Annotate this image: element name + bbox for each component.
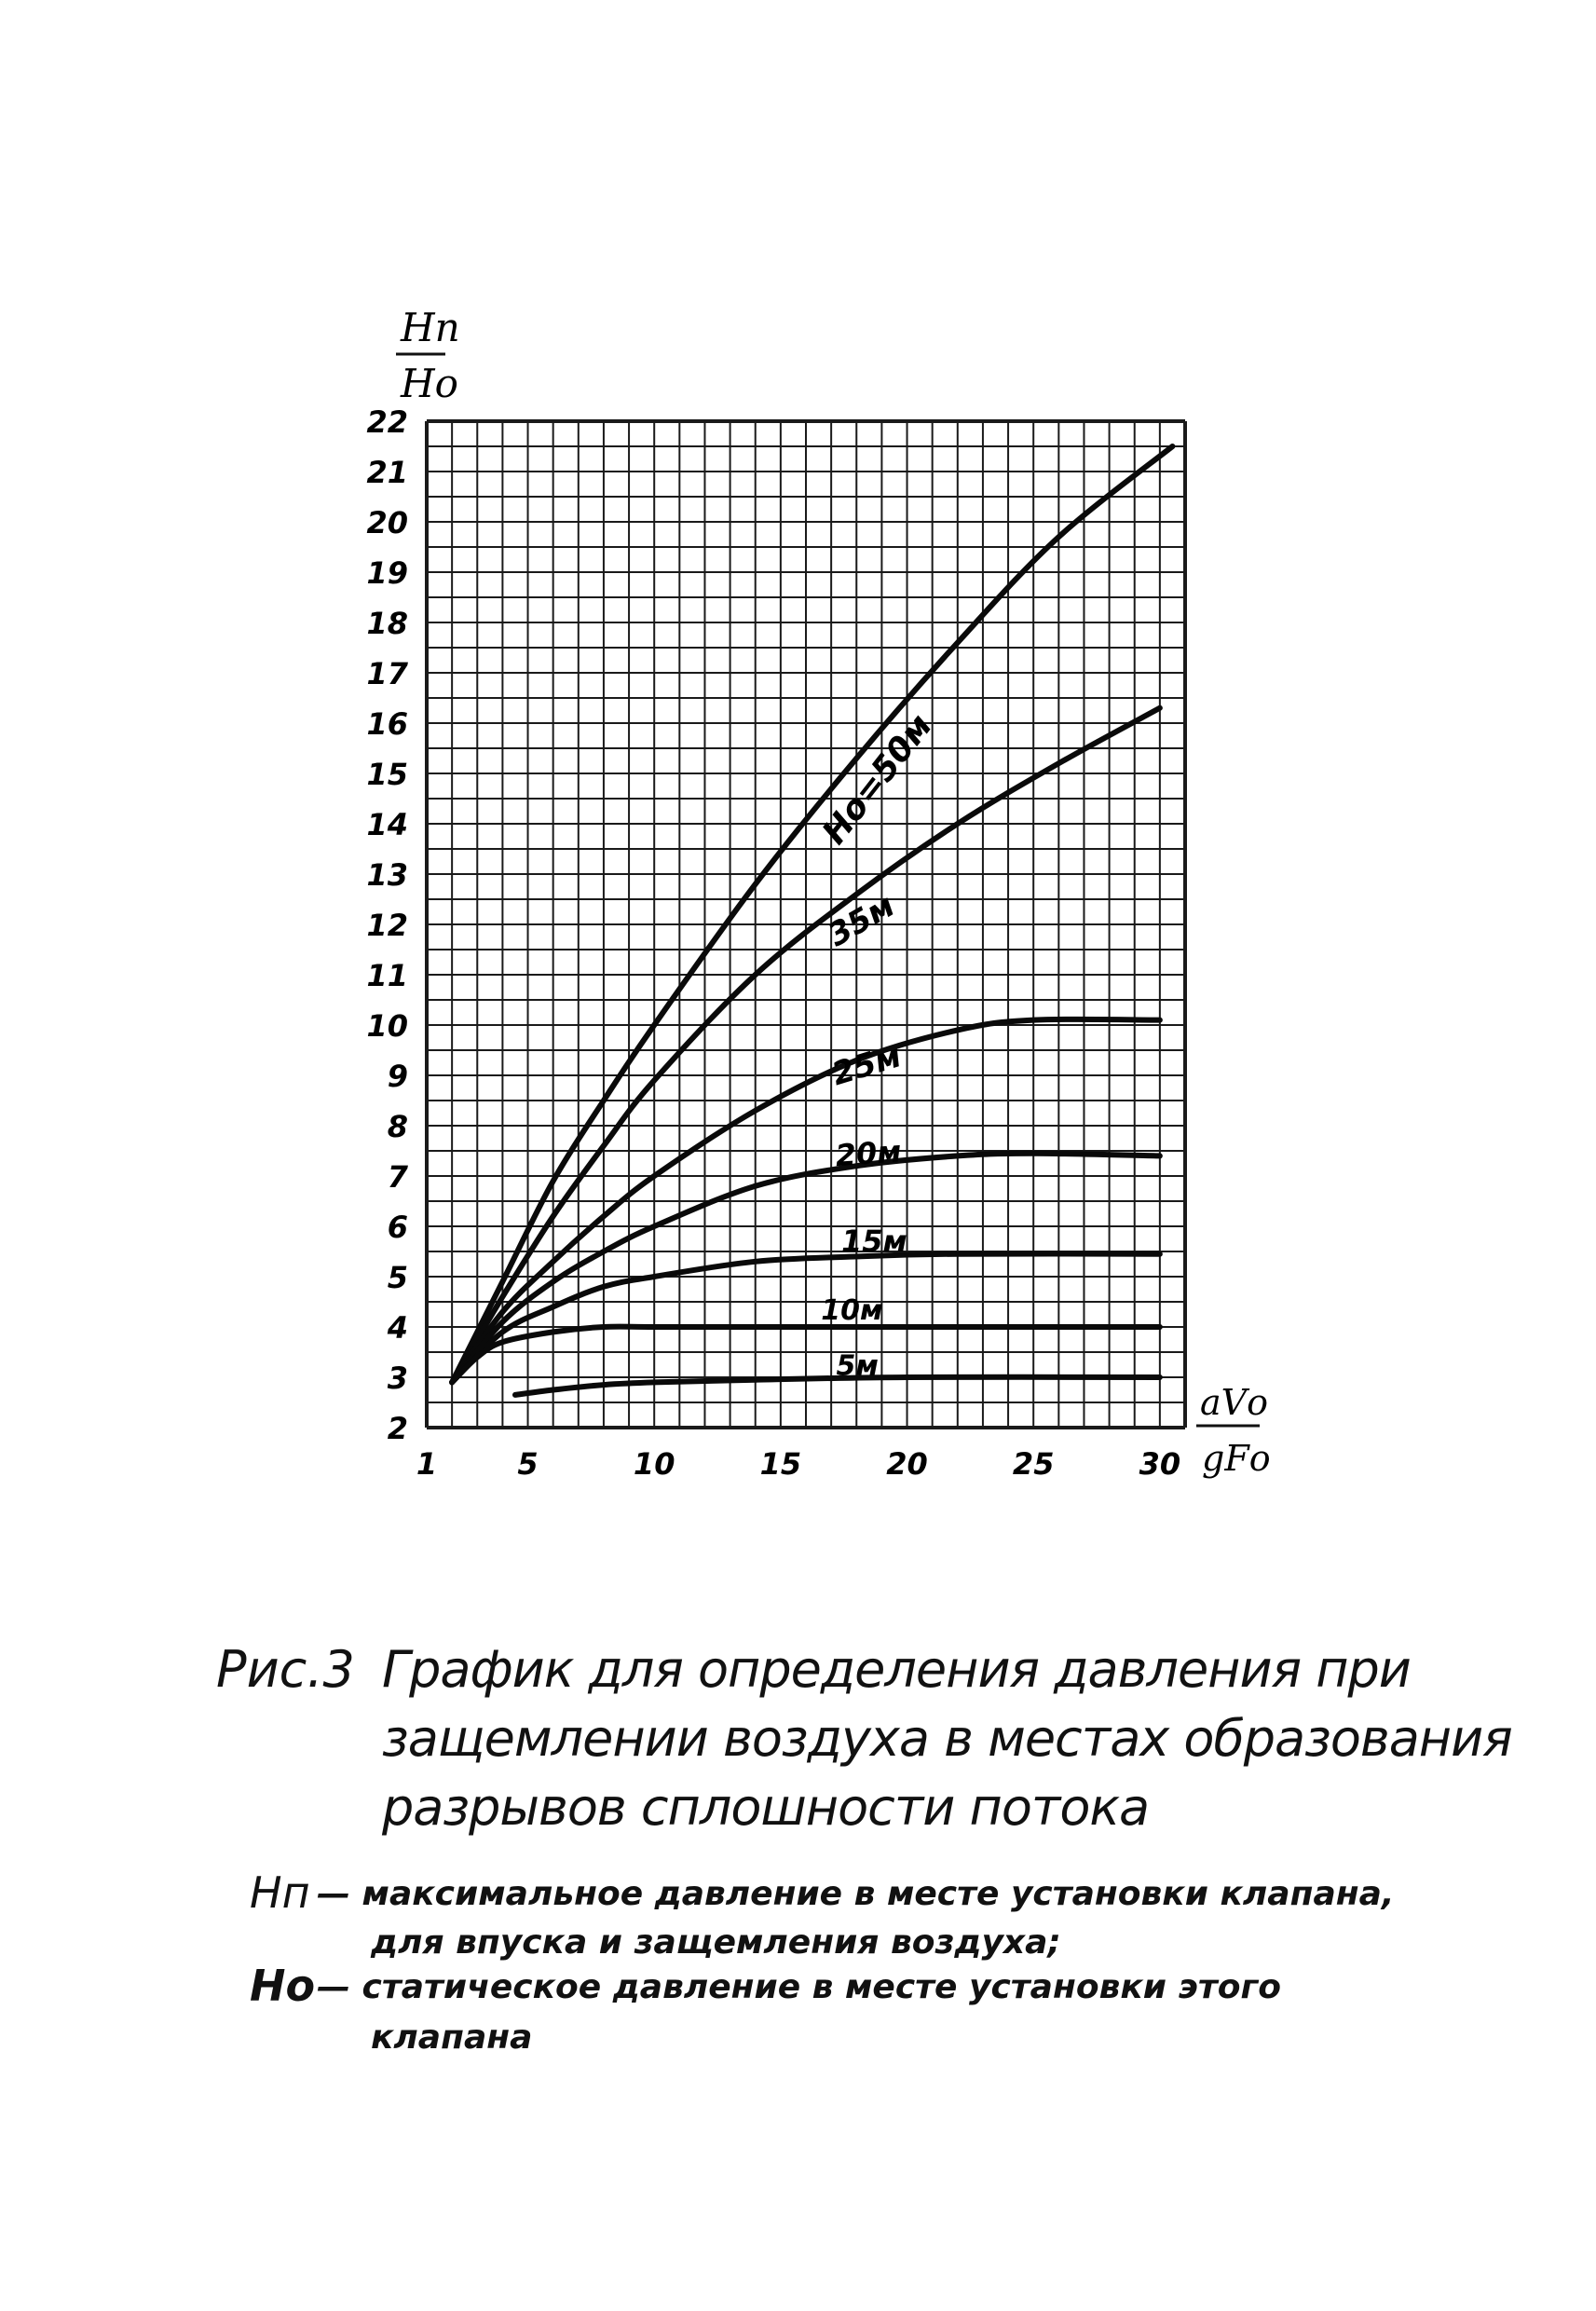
y-tick-label: 19 — [366, 555, 408, 591]
y-tick-label: 2 — [387, 1411, 408, 1446]
y-tick-label: 20 — [366, 505, 408, 540]
y-tick-label: 6 — [387, 1210, 408, 1245]
x-tick-label: 25 — [1012, 1446, 1055, 1482]
caption-line-1: График для определения давления при — [382, 1640, 1411, 1699]
y-tick-label: 11 — [366, 958, 408, 993]
y-tick-label: 8 — [387, 1109, 408, 1144]
x-axis-label — [1196, 1382, 1271, 1479]
y-tick-label: 18 — [366, 606, 408, 641]
x-tick-label: 30 — [1139, 1446, 1181, 1482]
y-tick-label: 4 — [387, 1310, 408, 1346]
series-label-7: 5м — [836, 1349, 879, 1383]
x-tick-label: 5 — [517, 1446, 539, 1482]
x-tick-label: 1 — [416, 1446, 438, 1482]
x-axis-label-numerator: aVо — [1200, 1382, 1268, 1423]
series-label-3: 25м — [827, 1037, 907, 1094]
figure-number: Рис.3 — [216, 1640, 355, 1699]
y-tick-label: 5 — [387, 1260, 408, 1295]
series-label-1: Hо=50м — [815, 706, 940, 852]
y-tick-label: 9 — [387, 1059, 408, 1094]
series-label-5: 15м — [840, 1224, 907, 1259]
y-tick-label: 7 — [387, 1159, 408, 1195]
x-axis-label-denominator: gFо — [1202, 1438, 1271, 1479]
y-tick-label: 22 — [366, 404, 408, 440]
y-tick-label: 14 — [366, 807, 408, 842]
legend-ho-line-1: — статическое давление в месте установки этого — [317, 1968, 1282, 2006]
caption-line-2: защемлении воздуха в местах образования — [382, 1709, 1512, 1768]
legend-symbol-hp: Hп — [250, 1867, 310, 1918]
y-tick-label: 3 — [387, 1361, 408, 1396]
y-tick-label: 10 — [366, 1008, 408, 1044]
legend-hp-line-1: — максимальное давление в месте установки клапана, — [317, 1875, 1395, 1913]
y-tick-label: 21 — [366, 455, 408, 490]
y-axis-label-numerator: Hп — [401, 305, 460, 350]
y-tick-label: 15 — [366, 757, 408, 792]
caption-line-3: разрывов сплошности потока — [382, 1778, 1150, 1837]
legend-symbol-ho: Hо — [250, 1961, 316, 2011]
series-label-4: 20м — [834, 1133, 903, 1174]
y-tick-label: 13 — [366, 857, 408, 893]
legend-ho-line-2: клапана — [371, 2018, 533, 2057]
series-label-2: 35м — [822, 886, 902, 955]
y-tick-label: 12 — [366, 908, 408, 943]
series-label-6: 10м — [821, 1293, 883, 1327]
y-axis-label-denominator: Hо — [401, 361, 458, 406]
chart-series — [452, 446, 1172, 1395]
legend-hp-line-2: для впуска и защемления воздуха; — [371, 1923, 1061, 1962]
series-line-1 — [452, 446, 1172, 1382]
y-tick-label: 16 — [366, 706, 408, 742]
y-axis-label — [396, 305, 460, 406]
chart-series-labels — [815, 707, 940, 1382]
x-tick-label: 15 — [759, 1446, 802, 1482]
x-tick-label: 10 — [633, 1446, 675, 1482]
x-tick-label: 20 — [886, 1446, 928, 1482]
y-tick-label: 17 — [366, 656, 408, 691]
